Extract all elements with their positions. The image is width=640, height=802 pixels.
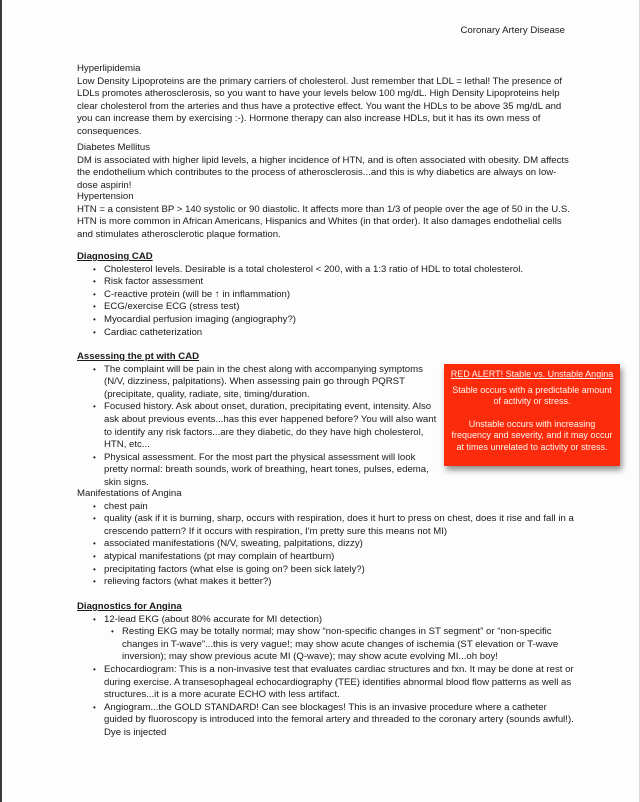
section-body: HTN = a consistent BP > 140 systolic or 90 diastolic. It affects more than 1/3 of people over the age of 50 in the U.S. HTN is more common in African Americans, Hispanics and Whites (in that order). It also damages endothelial cells and stimulates atherosclerotic plaque formation. bbox=[77, 203, 570, 240]
list-item: • Angiogram...the GOLD STANDARD! Can see blockages! This is an invasive procedure where a catheter guided by fluoroscopy is introduced into the femoral artery and threaded to the coronary artery (sounds awful!). Dye is injected bbox=[104, 702, 577, 740]
list-item: • Cardiac catheterization bbox=[104, 327, 577, 340]
section-title: Hypertension bbox=[77, 191, 134, 202]
section-diagnosing-cad bbox=[77, 251, 577, 339]
list-item: • Cholesterol levels. Desirable is a total cholesterol < 200, with a 1:3 ratio of HDL to total cholesterol. bbox=[104, 264, 577, 277]
list-item: • chest pain bbox=[104, 501, 577, 514]
section-diagnostics-angina bbox=[77, 601, 577, 740]
list-item: • Focused history. Ask about onset, duration, precipitating event, intensity. Also ask about previous events...has this ever happened before? You will also want to identify any risk factors...are they diabetic, do they have high cholesterol, HTN, etc... bbox=[104, 401, 442, 451]
sub-bullet-list bbox=[104, 626, 577, 664]
alert-unstable-text: Unstable occurs with increasing frequency and severity, and it may occur at times unrelated to activity or stress. bbox=[451, 418, 613, 452]
list-item: • atypical manifestations (pt may complain of heartburn) bbox=[104, 551, 577, 564]
bullet-list bbox=[77, 501, 577, 589]
list-item: • associated manifestations (N/V, sweating, palpitations, dizzy) bbox=[104, 538, 577, 551]
alert-title: RED ALERT! Stable vs. Unstable Angina bbox=[450, 369, 614, 379]
section-body: Low Density Lipoproteins are the primary carriers of cholesterol. Just remember that LDL = lethal! The presence of LDLs promotes atherosclerosis, so you want to have your levels below 100 mg/dL. High Density Lipoproteins help clear cholesterol from the arteries and thus have a protective effect. You want the HDLs to be above 35 mg/dL and you can increase them by exercising :-). Hormone therapy can also increase HDLs, but it has its own mess of consequences. bbox=[77, 75, 562, 137]
list-item: • quality (ask if it is burning, sharp, occurs with respiration, does it hurt to press on chest, does it rise and fall in a crescendo pattern? If it occurs with respiration, I'm pretty sure this means not MI) bbox=[104, 513, 577, 538]
page-header-title: Coronary Artery Disease bbox=[460, 25, 565, 36]
list-item: • Risk factor assessment bbox=[104, 276, 577, 289]
list-item: • relieving factors (what makes it better?) bbox=[104, 576, 577, 589]
bullet-list bbox=[77, 264, 577, 340]
list-item-text: 12-lead EKG (about 80% accurate for MI detection) bbox=[104, 613, 323, 625]
section-hyperlipidemia bbox=[77, 63, 577, 139]
list-item: • Myocardial perfusion imaging (angiography?) bbox=[104, 314, 577, 327]
red-alert-callout bbox=[444, 364, 620, 466]
list-item: • ECG/exercise ECG (stress test) bbox=[104, 301, 577, 314]
section-assessing-cad bbox=[77, 351, 442, 490]
section-title: Diabetes Mellitus bbox=[77, 142, 151, 153]
section-manifestations bbox=[77, 488, 577, 589]
bullet-list bbox=[77, 614, 577, 740]
list-item: • precipitating factors (what else is going on? been sick lately?) bbox=[104, 564, 577, 577]
alert-stable-text: Stable occurs with a predictable amount of activity or stress. bbox=[452, 384, 612, 406]
page-left-edge bbox=[0, 0, 2, 802]
section-hypertension bbox=[77, 191, 577, 241]
section-heading: Diagnostics for Angina bbox=[77, 601, 182, 612]
section-title: Manifestations of Angina bbox=[77, 488, 182, 499]
section-heading: Assessing the pt with CAD bbox=[77, 351, 200, 362]
section-heading: Diagnosing CAD bbox=[77, 251, 153, 262]
list-item: • Physical assessment. For the most part the physical assessment will look pretty normal: breath sounds, work of breathing, heart tones, pulses, edema, skin signs. bbox=[104, 452, 442, 490]
sub-list-item: • Resting EKG may be totally normal; may show “non-specific changes in ST segment” or “non-specific changes in T-wave”...this is very vague!; may show acute changes of ischemia (ST elevation or T-wave inversion); may show previous acute MI (Q-wave); may show acute evolving MI...oh boy! bbox=[122, 626, 577, 664]
section-body: DM is associated with higher lipid levels, a higher incidence of HTN, and is often associated with obesity. DM affects the endothelium which contributes to the process of atherosclerosis...and this is why diabetics are always on low-dose aspirin! bbox=[77, 154, 569, 191]
section-title: Hyperlipidemia bbox=[77, 63, 141, 74]
list-item: • Echocardiogram: This is a non-invasive test that evaluates cardiac structures and fxn. It may be done at rest or during exercise. A transesophageal echocardiography (TEE) identifies abnormal blood flow patterns as well as structures...it is a more acurate ECHO with less artifact. bbox=[104, 664, 577, 702]
section-diabetes bbox=[77, 142, 577, 192]
bullet-list bbox=[77, 364, 442, 490]
list-item bbox=[104, 614, 577, 664]
list-item: • The complaint will be pain in the chest along with accompanying symptoms (N/V, dizziness, palpitations). When assessing pain go through PQRST (precipitate, quality, radiate, site, timing/duration. bbox=[104, 364, 442, 402]
list-item: • C-reactive protein (will be ↑ in inflammation) bbox=[104, 289, 577, 302]
